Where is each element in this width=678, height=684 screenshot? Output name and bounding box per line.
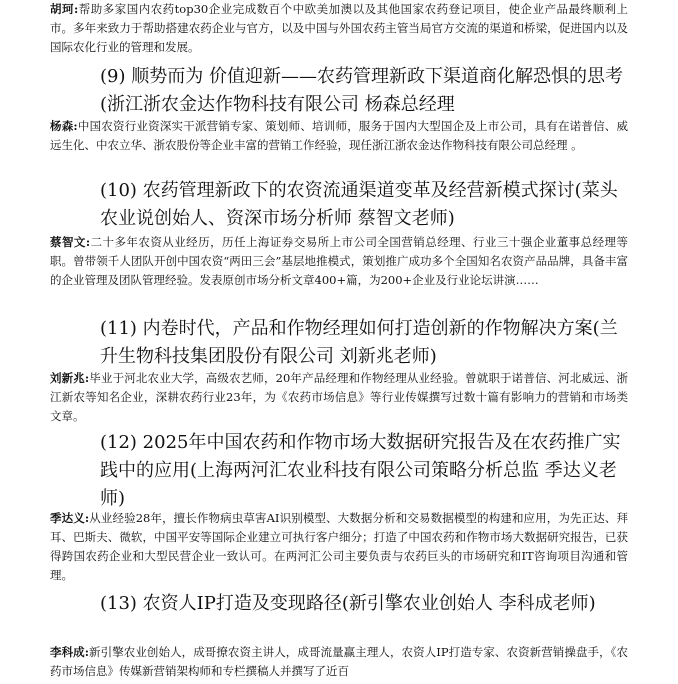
bio-text: 二十多年农资从业经历，历任上海证券交易所上市公司全国营销总经理、行业三十强企业董事总经理等职。曾带领千人团队开创中国农资“两田三会”基层地推模式，策划推广成功多个全国知名农资产品品牌，具备丰富的企业管理及团队管理经验。发表原创市场分析文章400+篇，为200+企业及行业论坛讲演……: [50, 235, 628, 287]
bio-yangsen: [50, 117, 628, 155]
bio-jidayi: [50, 509, 628, 585]
bio-name: 胡珂:: [50, 2, 79, 16]
section-heading-13: (13) 农资人IP打造及变现路径(新引擎农业创始人 李科成老师): [100, 593, 596, 614]
section-heading-9: (9) 顺势而为 价值迎新——农药管理新政下渠道商化解恐惧的思考(浙江浙农金达作物科技有限公司 杨森总经理: [100, 66, 623, 115]
bio-text: 新引擎农业创始人，成哥撩农资主讲人，成哥流量赢主理人，农资人IP打造专家、农资新营销操盘手，《农药市场信息》传媒新营销架构师和专栏撰稿人并撰写了近百: [50, 645, 628, 678]
bio-name: 杨森:: [50, 119, 78, 133]
bio-caizhiwen: [50, 233, 628, 290]
bio-likecheng: [50, 643, 628, 681]
bio-text: 帮助多家国内农药top30企业完成数百个中欧美加澳以及其他国家农药登记项目，使企业产品最终顺利上市。多年来致力于帮助搭建农药企业与官方，以及中国与外国农药主管当局官方交流的渠道和桥梁，促进国内以及国际农化行业的管理和发展。: [50, 2, 628, 54]
bio-huke: [50, 0, 628, 57]
bio-text: 中国农资行业资深实干派营销专家、策划师、培训师，服务于国内大型国企及上市公司，具有在诺普信、威远生化、中农立华、浙农股份等企业丰富的营销工作经验，现任浙江浙农金达作物科技有限公司总经理 。: [50, 119, 628, 152]
bio-liuxinzhao: [50, 369, 628, 426]
section-heading-10: (10) 农药管理新政下的农资流通渠道变革及经营新模式探讨(菜头农业说创始人、资深市场分析师 蔡智文老师): [100, 180, 618, 229]
section-heading-12: (12) 2025年中国农药和作物市场大数据研究报告及在农药推广实践中的应用(上海两河汇农业科技有限公司策略分析总监 季达义老师): [100, 432, 621, 509]
bio-name: 刘新兆:: [50, 371, 90, 385]
bio-text: 毕业于河北农业大学，高级农艺师，20年产品经理和作物经理从业经验。曾就职于诺普信、河北威远、浙江新农等知名企业，深耕农药行业23年，为《农药市场信息》等行业传媒撰写过数十篇有影响力的营销和市场类文章。: [50, 371, 628, 423]
bio-name: 季达义:: [50, 511, 90, 525]
bio-name: 蔡智文:: [50, 235, 91, 249]
bio-text: 从业经验28年，擅长作物病虫草害AI识别模型、大数据分析和交易数据模型的构建和应用，为先正达、拜耳、巴斯夫、微软，中国平安等国际企业建立可执行客户细分；打造了中国农药和作物市场大数据研究报告，已获得跨国农药企业和大型民营企业一致认可。在两河汇公司主要负责与农药巨头的市场研究和IT咨询项目沟通和管理。: [50, 511, 628, 582]
bio-name: 李科成:: [50, 645, 89, 659]
section-heading-11: (11) 内卷时代，产品和作物经理如何打造创新的作物解决方案(兰升生物科技集团股份有限公司 刘新兆老师): [100, 318, 618, 367]
